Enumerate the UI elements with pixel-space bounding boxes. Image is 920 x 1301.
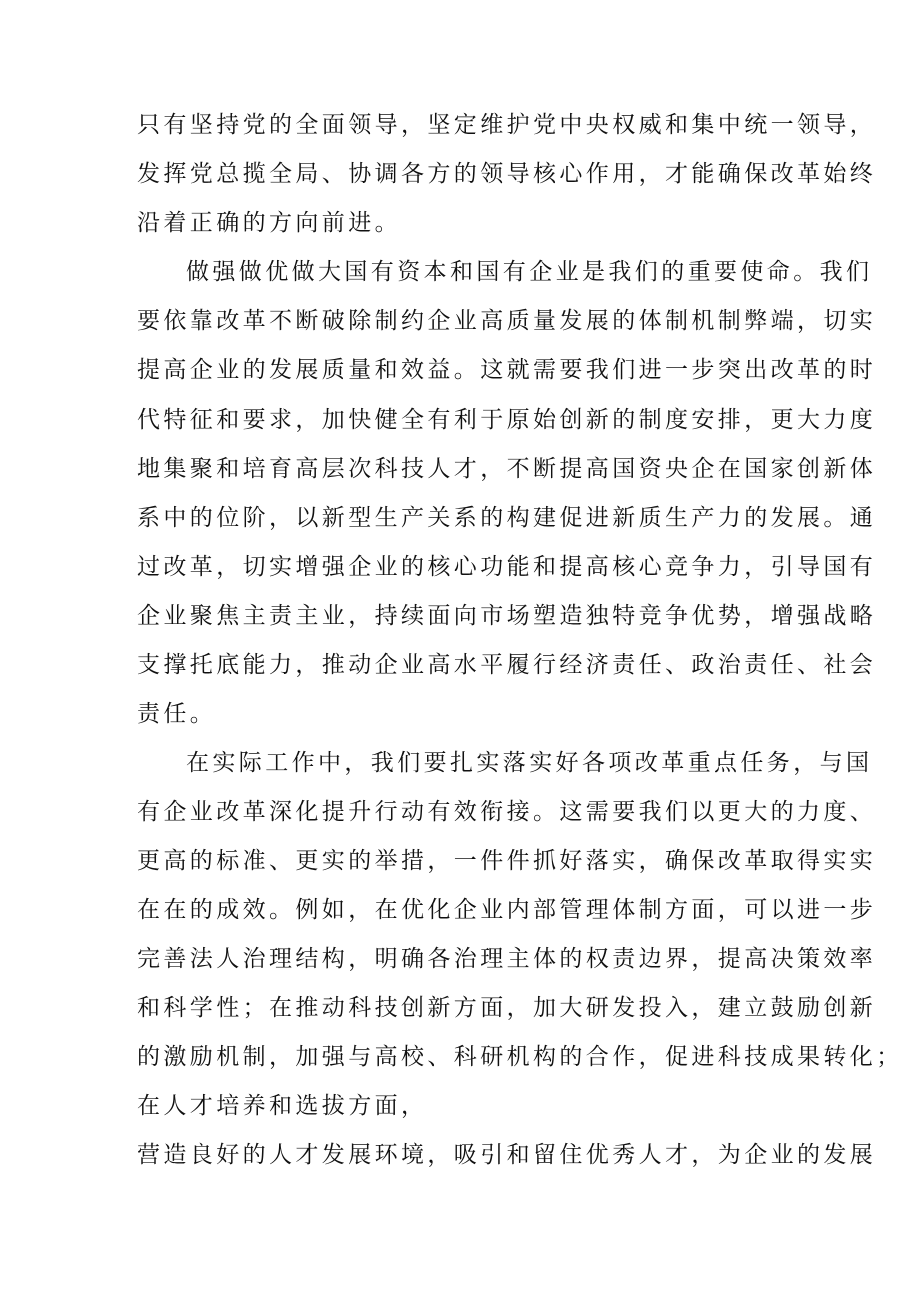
text-line-8: 地集聚和培育高层次科技人才，不断提高国资央企在国家创新体 (137, 456, 877, 482)
text-line-20: 的激励机制，加强与高校、科研机构的合作，促进科技成果转化； (137, 1044, 903, 1070)
text-line-17: 在在的成效。例如，在优化企业内部管理体制方面，可以进一步 (137, 897, 877, 923)
text-line-5: 要依靠改革不断破除制约企业高质量发展的体制机制弊端，切实 (137, 308, 877, 334)
text-line-3: 沿着正确的方向前进。 (137, 210, 401, 236)
text-line-1: 只有坚持党的全面领导，坚定维护党中央权威和集中统一领导， (137, 112, 877, 138)
text-line-6: 提高企业的发展质量和效益。这就需要我们进一步突出改革的时 (137, 357, 877, 383)
text-line-22: 营造良好的人才发展环境，吸引和留住优秀人才，为企业的发展 (137, 1142, 877, 1168)
text-line-4: 做强做优做大国有资本和国有企业是我们的重要使命。我们 (186, 259, 873, 285)
text-line-10: 过改革，切实增强企业的核心功能和提高核心竞争力，引导国有 (137, 554, 877, 580)
text-line-9: 系中的位阶，以新型生产关系的构建促进新质生产力的发展。通 (137, 505, 877, 531)
text-line-19: 和科学性；在推动科技创新方面，加大研发投入，建立鼓励创新 (137, 995, 877, 1021)
text-line-7: 代特征和要求，加快健全有利于原始创新的制度安排，更大力度 (137, 407, 877, 433)
text-line-13: 责任。 (137, 701, 217, 727)
text-line-11: 企业聚焦主责主业，持续面向市场塑造独特竞争优势，增强战略 (137, 603, 877, 629)
text-line-2: 发挥党总揽全局、协调各方的领导核心作用，才能确保改革始终 (137, 161, 877, 187)
text-line-21: 在人才培养和选拔方面， (137, 1093, 428, 1119)
text-line-12: 支撑托底能力，推动企业高水平履行经济责任、政治责任、社会 (137, 652, 877, 678)
text-line-15: 有企业改革深化提升行动有效衔接。这需要我们以更大的力度、 (137, 799, 877, 825)
text-line-18: 完善法人治理结构，明确各治理主体的权责边界，提高决策效率 (137, 946, 877, 972)
text-line-16: 更高的标准、更实的举措，一件件抓好落实，确保改革取得实实 (137, 848, 877, 874)
text-line-14: 在实际工作中，我们要扎实落实好各项改革重点任务，与国 (186, 750, 873, 776)
